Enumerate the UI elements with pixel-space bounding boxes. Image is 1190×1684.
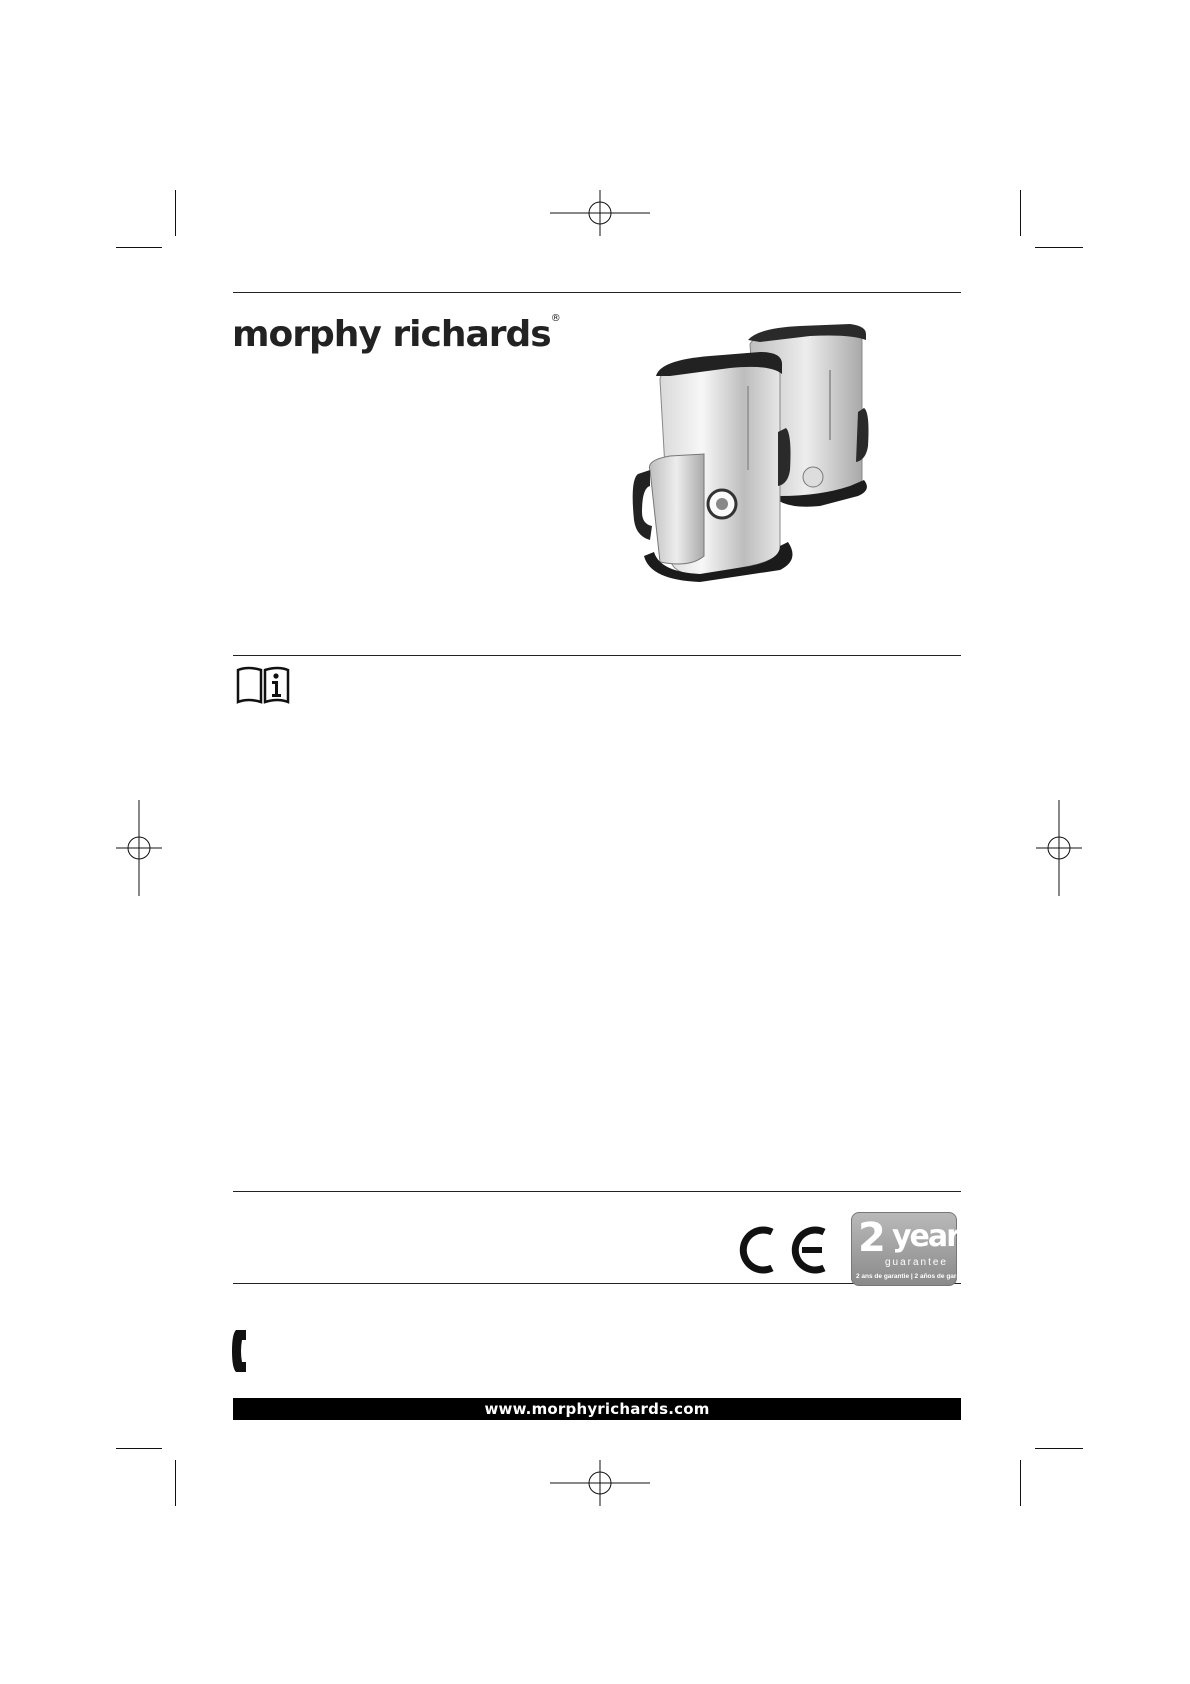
website-link[interactable]: www.morphyrichards.com [484,1400,710,1418]
brand-logo [232,314,560,355]
certification-rule-top [233,1191,961,1192]
guarantee-year-word: year [892,1219,959,1254]
crop-mark [175,1460,176,1506]
registration-target-bottom [550,1460,650,1506]
crop-mark [116,1448,162,1449]
certification-rule-bottom [233,1283,961,1284]
coffee-maker-front [633,352,793,582]
guarantee-years: 2 [858,1215,883,1261]
guarantee-fine-print: 2 ans de garantie | 2 años de garantía [856,1273,972,1280]
brand-name: morphy richards [232,314,551,355]
website-bar [233,1398,961,1420]
guarantee-label: guarantee [884,1257,948,1268]
registration-target-left [116,800,162,896]
registration-target-top [550,190,650,236]
crop-mark [1035,247,1083,248]
crop-mark [1020,1460,1021,1506]
section-rule [233,655,961,656]
ce-mark [738,1226,830,1274]
crop-mark [175,190,176,236]
crop-mark [1020,190,1021,236]
coffee-maker-illustration [630,320,920,620]
top-rule [233,292,961,293]
registration-target-right [1036,800,1082,896]
registered-mark: ® [550,313,560,324]
guarantee-badge [851,1212,972,1286]
crop-mark [116,247,162,248]
crop-mark [1035,1448,1083,1449]
manual-info-icon [236,664,290,704]
phone-icon [232,1328,254,1374]
